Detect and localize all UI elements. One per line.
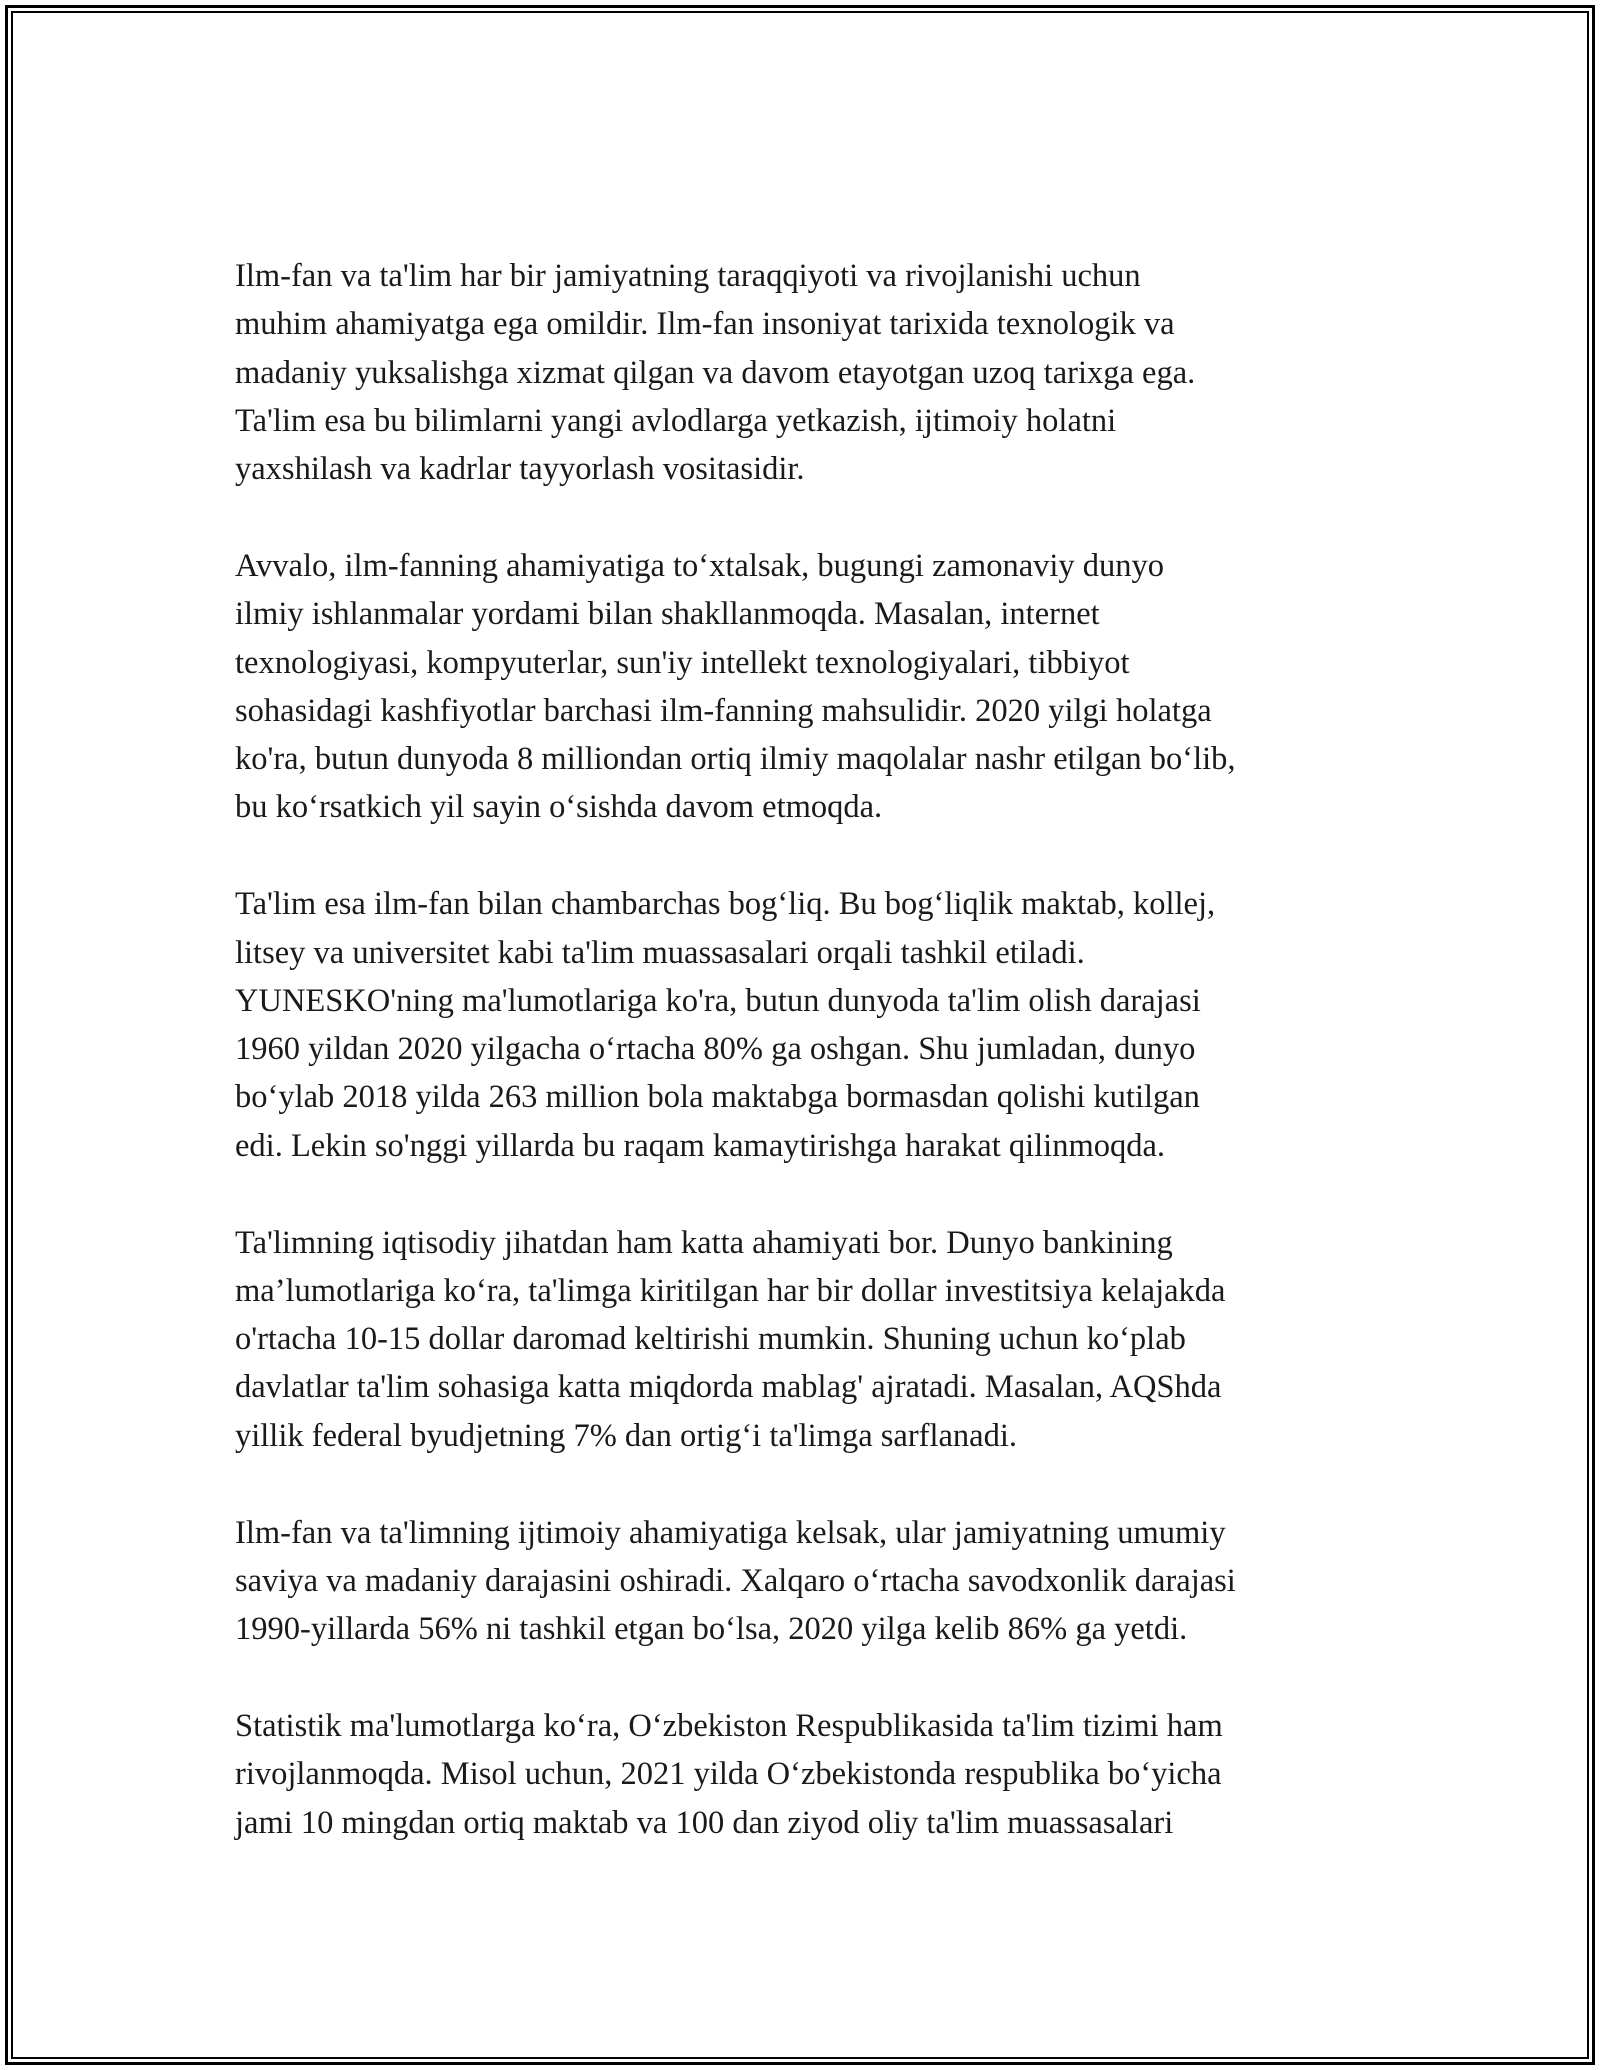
text-line: bo‘ylab 2018 yilda 263 million bola maktabga bormasdan qolishi kutilgan bbox=[235, 1079, 1200, 1116]
paragraph-3 bbox=[235, 880, 1385, 1170]
paragraph-6 bbox=[235, 1702, 1385, 1847]
text-line: o'rtacha 10-15 dollar daromad keltirishi mumkin. Shuning uchun ko‘plab bbox=[235, 1321, 1186, 1358]
text-line: ma’lumotlariga ko‘ra, ta'limga kiritilgan har bir dollar investitsiya kelajakda bbox=[235, 1272, 1226, 1309]
text-line: bu ko‘rsatkich yil sayin o‘sishda davom etmoqda. bbox=[235, 789, 883, 826]
text-line: litsey va universitet kabi ta'lim muassasalari orqali tashkil etiladi. bbox=[235, 934, 1085, 971]
text-line: jami 10 mingdan ortiq maktab va 100 dan ziyod oliy ta'lim muassasalari bbox=[235, 1804, 1174, 1841]
text-line: edi. Lekin so'nggi yillarda bu raqam kamaytirishga harakat qilinmoqda. bbox=[235, 1127, 1166, 1164]
text-line: Ta'lim esa ilm-fan bilan chambarchas bog‘liq. Bu bog‘liqlik maktab, kollej, bbox=[235, 886, 1216, 923]
text-line: Ilm-fan va ta'limning ijtimoiy ahamiyatiga kelsak, ular jamiyatning umumiy bbox=[235, 1514, 1226, 1551]
text-line: madaniy yuksalishga xizmat qilgan va davom etayotgan uzoq tarixga ega. bbox=[235, 354, 1196, 391]
text-line: davlatlar ta'lim sohasiga katta miqdorda mablag' ajratadi. Masalan, AQShda bbox=[235, 1369, 1222, 1406]
text-line: texnologiyasi, kompyuterlar, sun'iy intellekt texnologiyalari, tibbiyot bbox=[235, 644, 1130, 681]
text-line: yillik federal byudjetning 7% dan ortig‘i ta'limga sarflanadi. bbox=[235, 1417, 1018, 1454]
document-body bbox=[235, 252, 1385, 1895]
text-line: Ta'lim esa bu bilimlarni yangi avlodlarga yetkazish, ijtimoiy holatni bbox=[235, 402, 1117, 439]
text-line: saviya va madaniy darajasini oshiradi. Xalqaro o‘rtacha savodxonlik darajasi bbox=[235, 1562, 1236, 1599]
paragraph-2 bbox=[235, 542, 1385, 832]
paragraph-5 bbox=[235, 1509, 1385, 1654]
text-line: rivojlanmoqda. Misol uchun, 2021 yilda O‘zbekistonda respublika bo‘yicha bbox=[235, 1756, 1222, 1793]
text-line: ilmiy ishlanmalar yordami bilan shakllanmoqda. Masalan, internet bbox=[235, 596, 1100, 633]
text-line: Ta'limning iqtisodiy jihatdan ham katta ahamiyati bor. Dunyo bankining bbox=[235, 1224, 1173, 1261]
text-line: Ilm-fan va ta'lim har bir jamiyatning taraqqiyoti va rivojlanishi uchun bbox=[235, 258, 1141, 294]
paragraph-4 bbox=[235, 1219, 1385, 1460]
text-line: ko'ra, butun dunyoda 8 milliondan ortiq ilmiy maqolalar nashr etilgan bo‘lib, bbox=[235, 741, 1236, 778]
text-line: YUNESKO'ning ma'lumotlariga ko'ra, butun dunyoda ta'lim olish darajasi bbox=[235, 982, 1201, 1019]
text-line: 1990-yillarda 56% ni tashkil etgan bo‘lsa, 2020 yilga kelib 86% ga yetdi. bbox=[235, 1611, 1188, 1648]
text-line: muhim ahamiyatga ega omildir. Ilm-fan insoniyat tarixida texnologik va bbox=[235, 306, 1175, 343]
text-line: sohasidagi kashfiyotlar barchasi ilm-fanning mahsulidir. 2020 yilgi holatga bbox=[235, 692, 1212, 729]
text-line: 1960 yildan 2020 yilgacha o‘rtacha 80% ga oshgan. Shu jumladan, dunyo bbox=[235, 1031, 1196, 1068]
text-line: Statistik ma'lumotlarga ko‘ra, O‘zbekiston Respublikasida ta'lim tizimi ham bbox=[235, 1707, 1223, 1744]
paragraph-1 bbox=[235, 252, 1385, 493]
text-line: yaxshilash va kadrlar tayyorlash vositasidir. bbox=[235, 451, 805, 488]
text-line: Avvalo, ilm-fanning ahamiyatiga to‘xtalsak, bugungi zamonaviy dunyo bbox=[235, 547, 1165, 584]
